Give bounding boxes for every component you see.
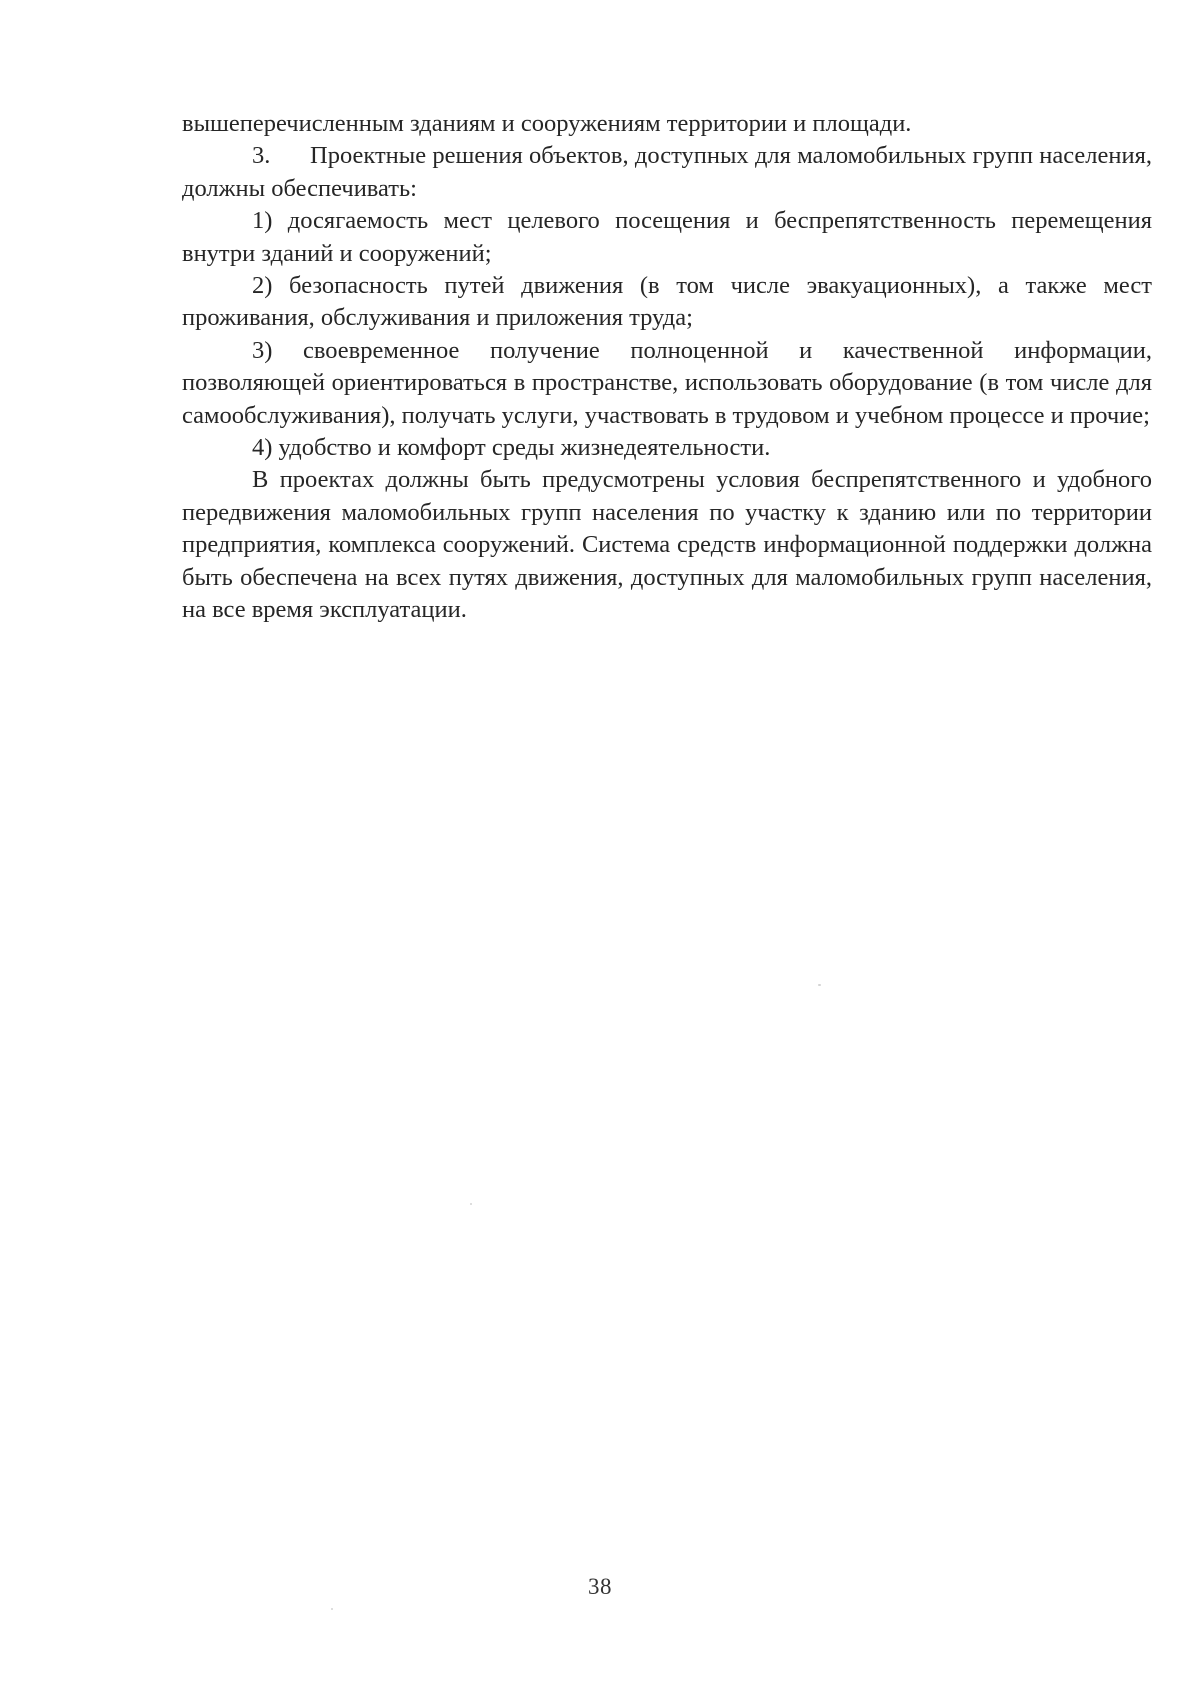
paragraph-continuation: вышеперечисленным зданиям и сооружениям территории и площади. [182,110,912,137]
item-text: Проектные решения объектов, доступных для маломобильных групп населения, должны обеспечивать: [182,142,1152,202]
paragraph-requirements: В проектах должны быть предусмотрены условия беспрепятственного и удобного передвижения маломобильных групп населения по участку к зданию или по территории предприятия, комплекса сооружений. Система средств информационной поддержки должна быть обеспечена на всех путях движения, доступных для маломобильных групп населения, на все время эксплуатации. [182,466,1152,624]
page-number: 38 [588,1574,612,1599]
scan-speck [470,1203,472,1205]
paragraph-subitem-3: 3) своевременное получение полноценной и качественной информации, позволяющей ориентироваться в пространстве, использовать оборудование (в том числе для самообслуживания), получать услуги, участвовать в трудовом и учебном процессе и прочие; [182,336,1152,429]
paragraph-subitem-4: 4) удобство и комфорт среды жизнедеятельности. [252,434,771,462]
scan-speck [818,984,821,986]
paragraph-subitem-1: 1) досягаемость мест целевого посещения и беспрепятственность перемещения внутри зданий и сооружений; [182,207,1152,267]
item-number: 3. [252,142,271,170]
body-text [182,108,1152,627]
paragraph-item-3 [182,140,1152,205]
scan-speck [331,1608,333,1610]
paragraph-subitem-2: 2) безопасность путей движения (в том числе эвакуационных), а также мест проживания, обслуживания и приложения труда; [182,272,1152,332]
